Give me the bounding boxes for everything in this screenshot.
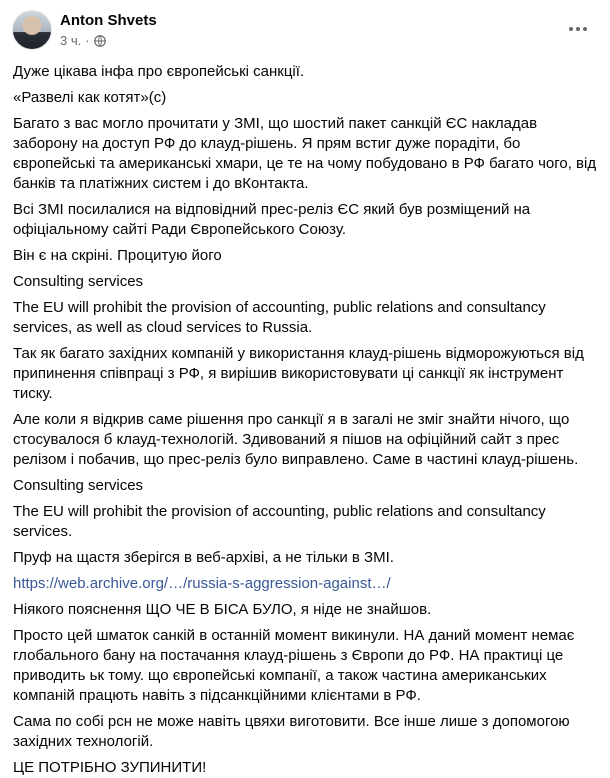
post-paragraph: Але коли я відкрив саме рішення про санкції я в загалі не зміг знайти нічого, що стосувалося б клауд-технологій. Здивований я пішов на офіційний сайт з прес релізом і побачив, що прес-реліз було виправлено. Саме в частині клауд-рішень.: [13, 411, 579, 468]
post-paragraph: «Развелі как котят»(с): [13, 89, 167, 106]
post-header: [12, 10, 598, 58]
post-paragraph: Всі ЗМІ посилалися на відповідний прес-реліз ЄС який був розміщений на офіціальному сайті Ради Європейського Союзу.: [13, 201, 531, 238]
meta-separator: ·: [85, 33, 90, 48]
post-paragraph: Він є на скріні. Процитую його: [13, 247, 222, 264]
author-avatar[interactable]: [12, 10, 52, 50]
post-subline: [60, 33, 157, 49]
post-meta: [60, 10, 157, 49]
post-paragraph: ЦЕ ПОТРІБНО ЗУПИНИТИ!: [13, 759, 207, 776]
author-name[interactable]: Anton Shvets: [60, 12, 157, 29]
post-paragraph: Сама по собі рсн не може навіть цвяхи виготовити. Все інше лише з допомогою західних технологій.: [13, 713, 570, 750]
globe-icon: [94, 35, 106, 47]
post-paragraph: Багато з вас могло прочитати у ЗМІ, що шостий пакет санкцій ЄС накладав заборону на доступ РФ до клауд-рішень. Я прям встиг дуже порадіти, бо європейські та американські хмари, це те на чому побудовано в РФ багато чого, від банків та платіжних систем і до вКонтакта.: [13, 115, 597, 192]
post-paragraph: The EU will prohibit the provision of accounting, public relations and consultancy services, as well as cloud services to Russia.: [13, 299, 546, 336]
post-paragraph: Так як багато західних компаній у використання клауд-рішень відморожуються від припинення співпраці з РФ, я вирішив використовувати ці санкції як інструмент тиску.: [13, 345, 584, 402]
post-paragraph: Пруф на щастя зберігся в веб-архіві, а не тільки в ЗМІ.: [13, 549, 394, 566]
archive-link[interactable]: https://web.archive.org/…/russia-s-aggression-against…/: [13, 575, 391, 592]
post-paragraph: Consulting services: [13, 477, 144, 494]
post-paragraph: Просто цей шматок санкій в останній момент викинули. НА даний момент немає глобального бану на постачання клауд-рішень з Європи до РФ. НА практиці це приводить ьк тому. що європейські компанії, а також частина американських компаній працють навіть з підсанкційними клієнтами в РФ.: [13, 627, 575, 704]
post-paragraph: Ніякого пояснення ЩО ЧЕ В БІСА БУЛО, я ніде не знайшов.: [13, 601, 432, 618]
more-options-icon[interactable]: [568, 20, 588, 28]
post-paragraph: Дуже цікава інфа про європейські санкції.: [13, 63, 305, 80]
post-paragraph: Consulting services: [13, 273, 144, 290]
post-paragraph: The EU will prohibit the provision of accounting, public relations and consultancy services.: [13, 503, 546, 540]
post-body: [12, 62, 598, 778]
post-timestamp[interactable]: 3 ч.: [60, 33, 82, 48]
